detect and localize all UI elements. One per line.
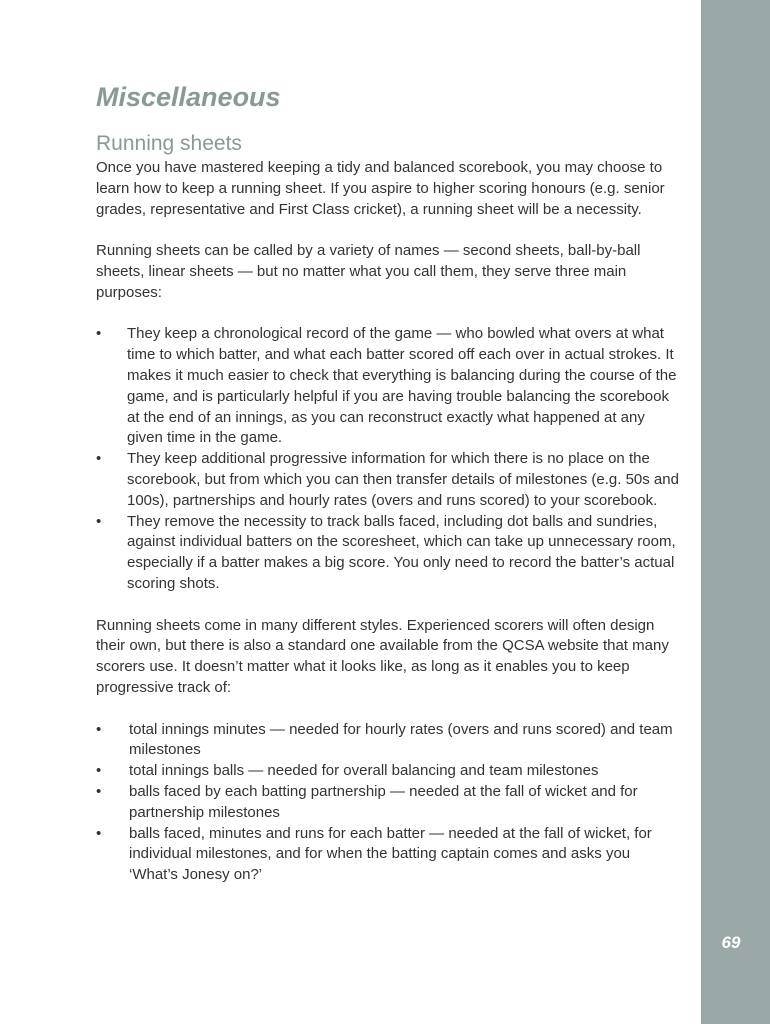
section-subtitle: Running sheets: [96, 132, 242, 155]
page-number: 69: [721, 933, 741, 952]
track-item: • balls faced by each batting partnership — needed at the fall of wicket and for partnership milestones: [96, 782, 680, 824]
page-sidebar: [701, 0, 770, 1024]
paragraph-names: Running sheets can be called by a variety of names — second sheets, ball-by-ball sheets, linear sheets — but no matter what you call them, they serve three main purposes:: [96, 242, 641, 301]
track-list: [96, 720, 680, 886]
section-title: Miscellaneous: [96, 82, 281, 112]
track-item: • total innings balls — needed for overall balancing and team milestones: [96, 761, 680, 782]
purposes-list: [96, 324, 680, 594]
paragraph-intro: Once you have mastered keeping a tidy and balanced scorebook, you may choose to learn how to keep a running sheet. If you aspire to higher scoring honours (e.g. senior grades, representative and First Class cricket), a running sheet will be a necessity.: [96, 159, 665, 218]
purpose-item: • They keep a chronological record of the game — who bowled what overs at what time to which batter, and what each batter scored off each over in actual strokes. It makes it much easier to check that everything is balancing during the course of the game, and is particularly helpful if you are having trouble balancing the scorebook at the end of an innings, as you can reconstruct exactly what happened at any given time in the game.: [96, 324, 680, 449]
page-content: [96, 80, 680, 886]
paragraph-styles: Running sheets come in many different styles. Experienced scorers will often design their own, but there is also a standard one available from the QCSA website that many scorers use. It doesn’t matter what it looks like, as long as it enables you to keep progressive track of:: [96, 616, 669, 696]
purpose-item: • They keep additional progressive information for which there is no place on the scorebook, but from which you can then transfer details of milestones (e.g. 50s and 100s), partnerships and hourly rates (overs and runs scored) to your scorebook.: [96, 449, 680, 511]
purpose-item: • They remove the necessity to track balls faced, including dot balls and sundries, against individual batters on the scoresheet, which can take up unnecessary room, especially if a batter makes a big score. You only need to record the batter’s actual scoring shots.: [96, 512, 680, 595]
track-item: • balls faced, minutes and runs for each batter — needed at the fall of wicket, for individual milestones, and for when the batting captain comes and asks you ‘What’s Jonesy on?’: [96, 824, 680, 886]
track-item: • total innings minutes — needed for hourly rates (overs and runs scored) and team milestones: [96, 720, 680, 762]
